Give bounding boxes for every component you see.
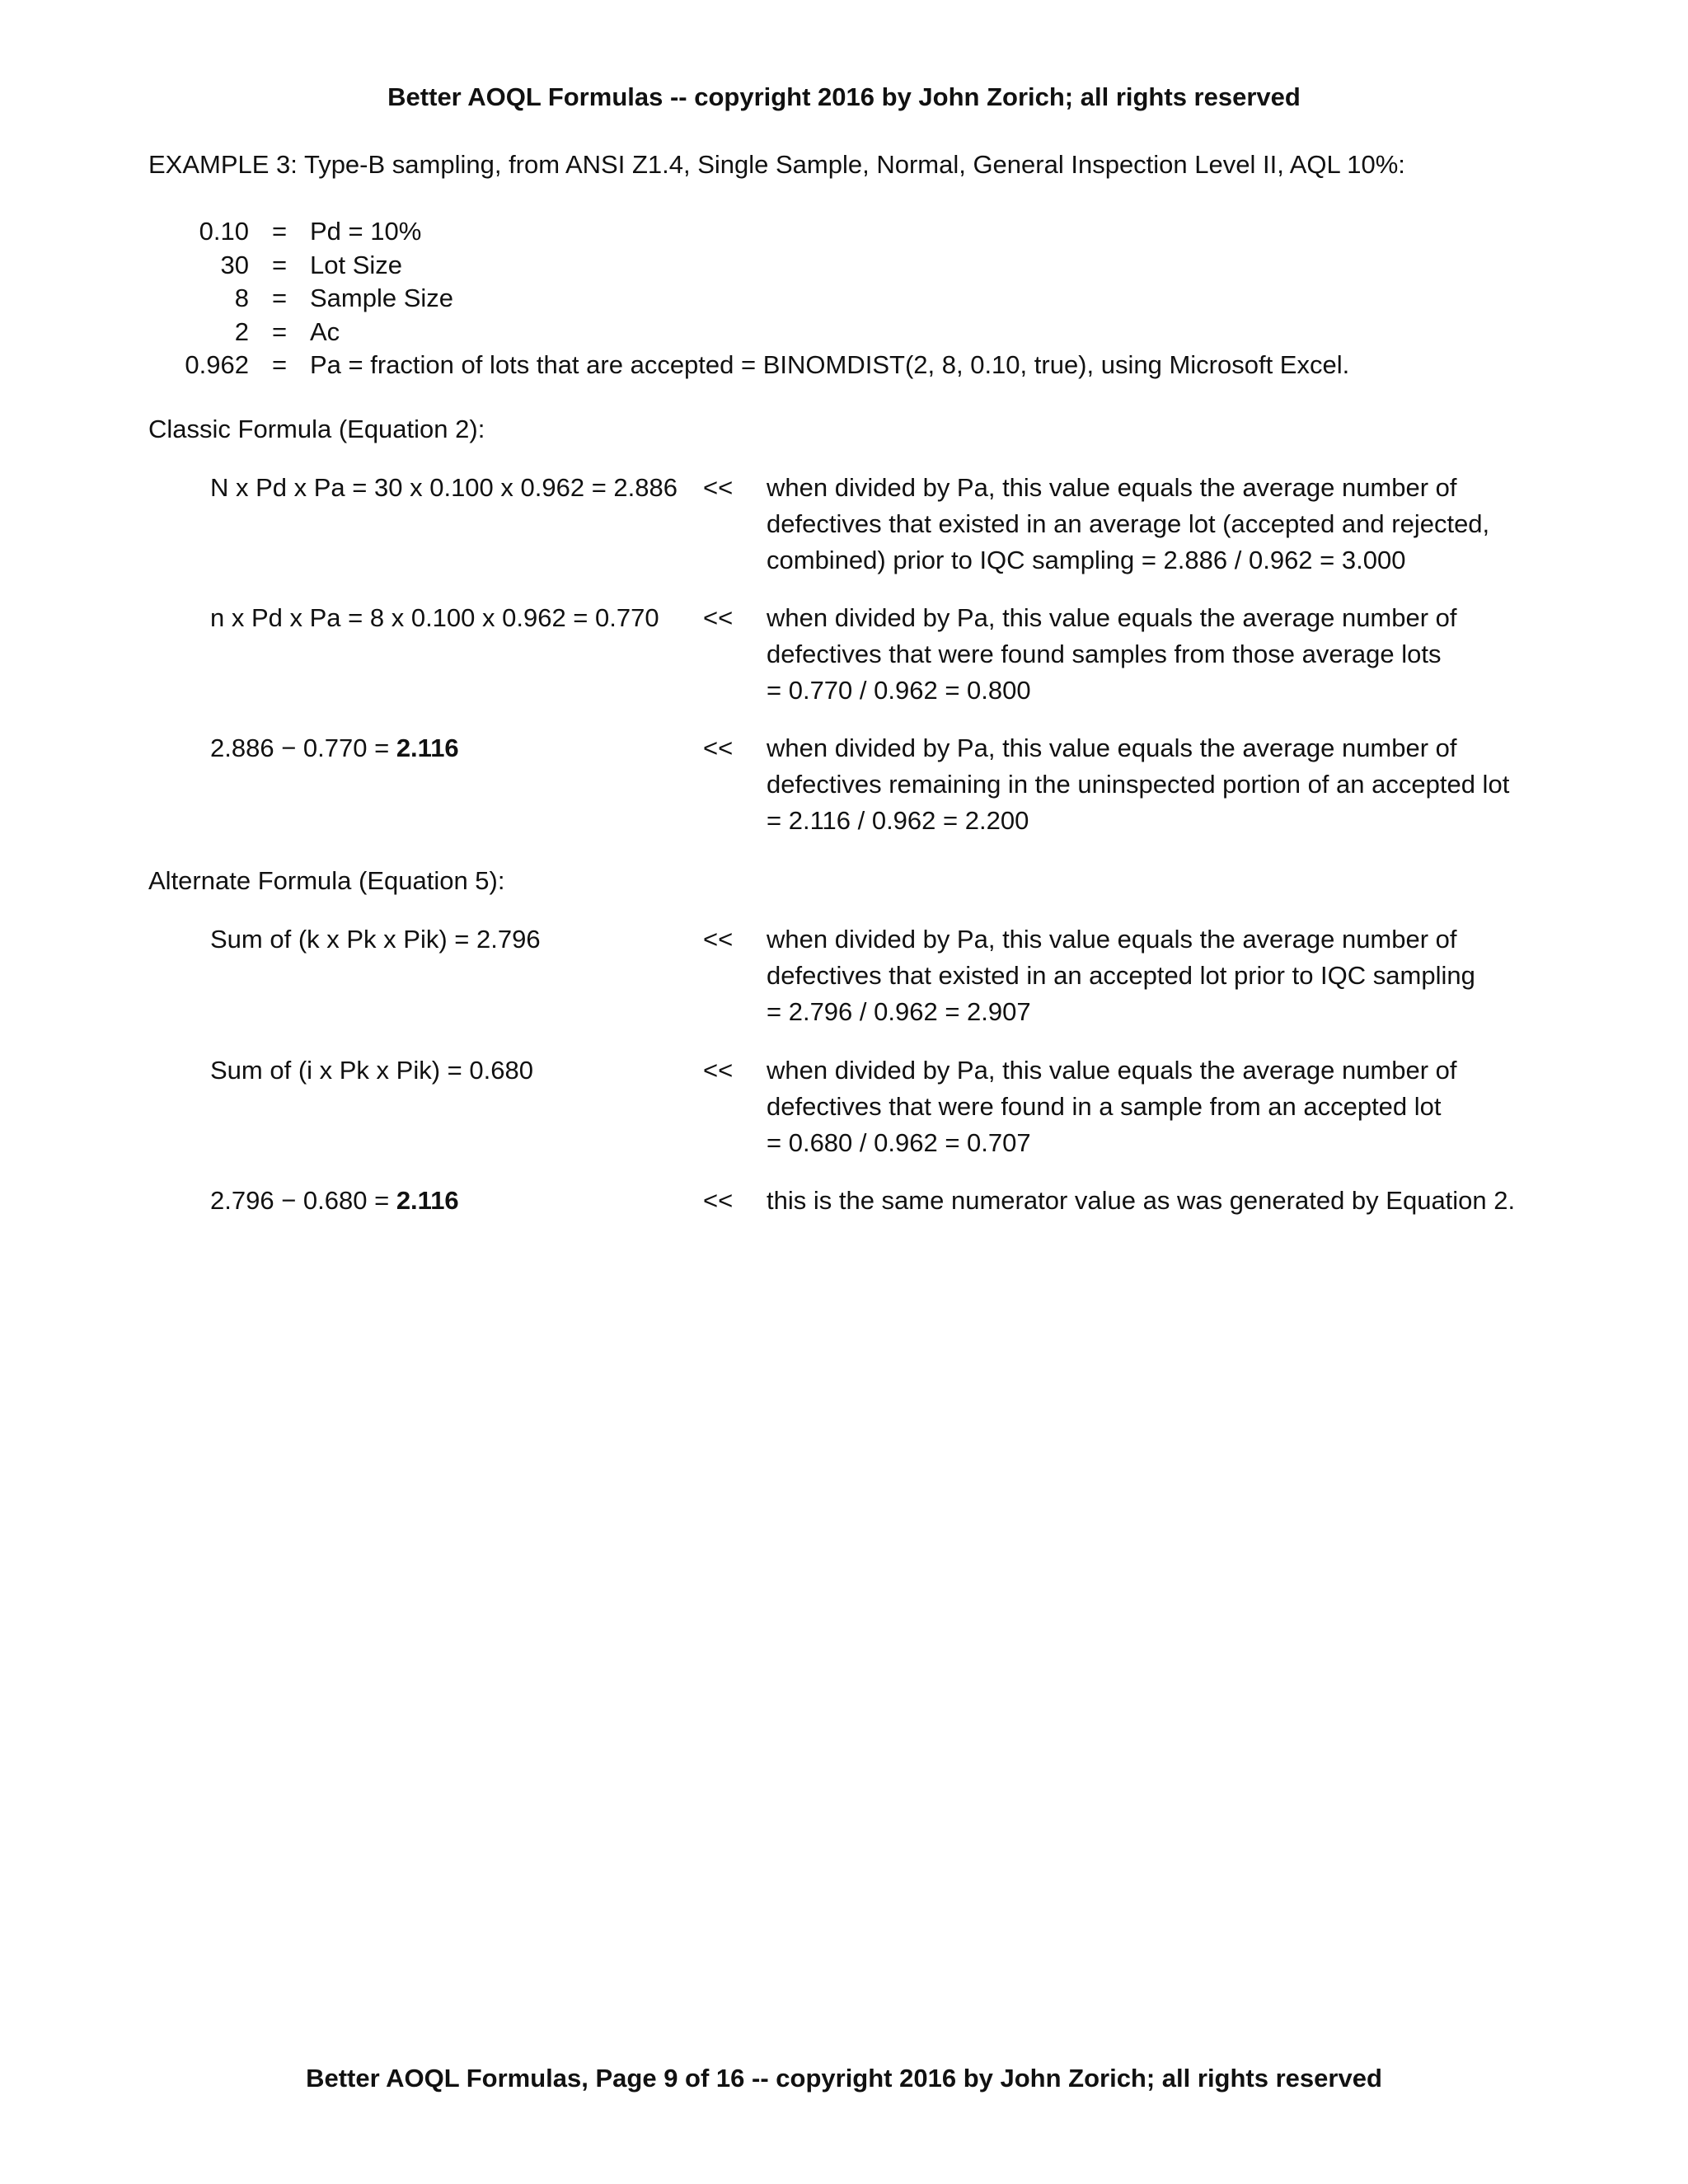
note-line: = 2.116 / 0.962 = 2.200 (767, 806, 1029, 835)
example-intro: EXAMPLE 3: Type-B sampling, from ANSI Z1.4, Single Sample, Normal, General Inspection Level II, AQL 10%: (148, 150, 1405, 179)
note-line: combined) prior to IQC sampling = 2.886 / 0.962 = 3.000 (767, 546, 1406, 574)
note-line: when divided by Pa, this value equals the average number of (767, 473, 1457, 502)
param-description: Pa = fraction of lots that are accepted = BINOMDIST(2, 8, 0.10, true), using Microsoft Excel. (310, 350, 1350, 380)
param-row (165, 280, 1349, 314)
param-value: 8 (234, 284, 249, 313)
note-line: = 2.796 / 0.962 = 2.907 (767, 997, 1031, 1026)
note-line: defectives that existed in an accepted lot prior to IQC sampling (767, 961, 1475, 990)
arrow-marker: << (703, 925, 734, 954)
param-row (165, 247, 1349, 281)
param-equals: = (271, 217, 288, 246)
expr-result: 2.116 (396, 1186, 459, 1215)
param-value: 0.962 (185, 350, 249, 380)
note-line: when divided by Pa, this value equals the average number of (767, 603, 1457, 632)
param-equals: = (271, 250, 288, 279)
calc-note (767, 921, 1591, 1030)
param-value: 0.10 (199, 217, 249, 246)
page-footer: Better AOQL Formulas, Page 9 of 16 -- copyright 2016 by John Zorich; all rights reserved (306, 2064, 1382, 2093)
calc-expression (210, 1183, 459, 1219)
param-equals: = (271, 350, 288, 380)
note-line: this is the same numerator value as was generated by Equation 2. (767, 1186, 1516, 1215)
note-line: when divided by Pa, this value equals the average number of (767, 925, 1457, 954)
param-row (165, 314, 1349, 348)
param-description: Lot Size (310, 250, 403, 279)
calc-note (767, 1183, 1591, 1219)
expr-result: 2.116 (396, 733, 459, 762)
param-description: Sample Size (310, 284, 454, 313)
calc-expression: Sum of (i x Pk x Pik) = 0.680 (210, 1056, 533, 1085)
calc-note (767, 1052, 1591, 1161)
calc-note (767, 470, 1591, 579)
param-value: 30 (220, 250, 249, 279)
param-description: Ac (310, 316, 340, 346)
note-line: defectives that were found in a sample from an accepted lot (767, 1092, 1442, 1121)
param-row (165, 347, 1349, 381)
arrow-marker: << (703, 473, 734, 502)
note-line: when divided by Pa, this value equals the average number of (767, 733, 1457, 762)
param-row (165, 213, 1349, 247)
calc-expression: Sum of (k x Pk x Pik) = 2.796 (210, 925, 541, 954)
calc-expression: n x Pd x Pa = 8 x 0.100 x 0.962 = 0.770 (210, 603, 659, 632)
calc-note (767, 600, 1591, 709)
page-header: Better AOQL Formulas -- copyright 2016 by John Zorich; all rights reserved (387, 82, 1301, 111)
note-line: when divided by Pa, this value equals the average number of (767, 1056, 1457, 1085)
expr-prefix: 2.886 − 0.770 = (210, 733, 396, 762)
parameter-list (165, 213, 1349, 381)
arrow-marker: << (703, 1186, 734, 1215)
note-line: = 0.770 / 0.962 = 0.800 (767, 676, 1031, 705)
note-line: defectives that were found samples from those average lots (767, 640, 1442, 668)
note-line: defectives that existed in an average lot (accepted and rejected, (767, 509, 1490, 538)
expr-prefix: 2.796 − 0.680 = (210, 1186, 396, 1215)
param-equals: = (271, 284, 288, 313)
arrow-marker: << (703, 603, 734, 632)
note-line: = 0.680 / 0.962 = 0.707 (767, 1128, 1031, 1157)
alternate-formula-title: Alternate Formula (Equation 5): (148, 866, 505, 895)
calc-note (767, 730, 1591, 839)
arrow-marker: << (703, 1056, 734, 1085)
arrow-marker: << (703, 733, 734, 762)
param-value: 2 (234, 316, 249, 346)
classic-formula-title: Classic Formula (Equation 2): (148, 415, 485, 443)
calc-expression (210, 730, 459, 766)
param-description: Pd = 10% (310, 217, 422, 246)
note-line: defectives remaining in the uninspected portion of an accepted lot (767, 770, 1510, 799)
calc-expression: N x Pd x Pa = 30 x 0.100 x 0.962 = 2.886 (210, 473, 678, 502)
param-equals: = (271, 316, 288, 346)
